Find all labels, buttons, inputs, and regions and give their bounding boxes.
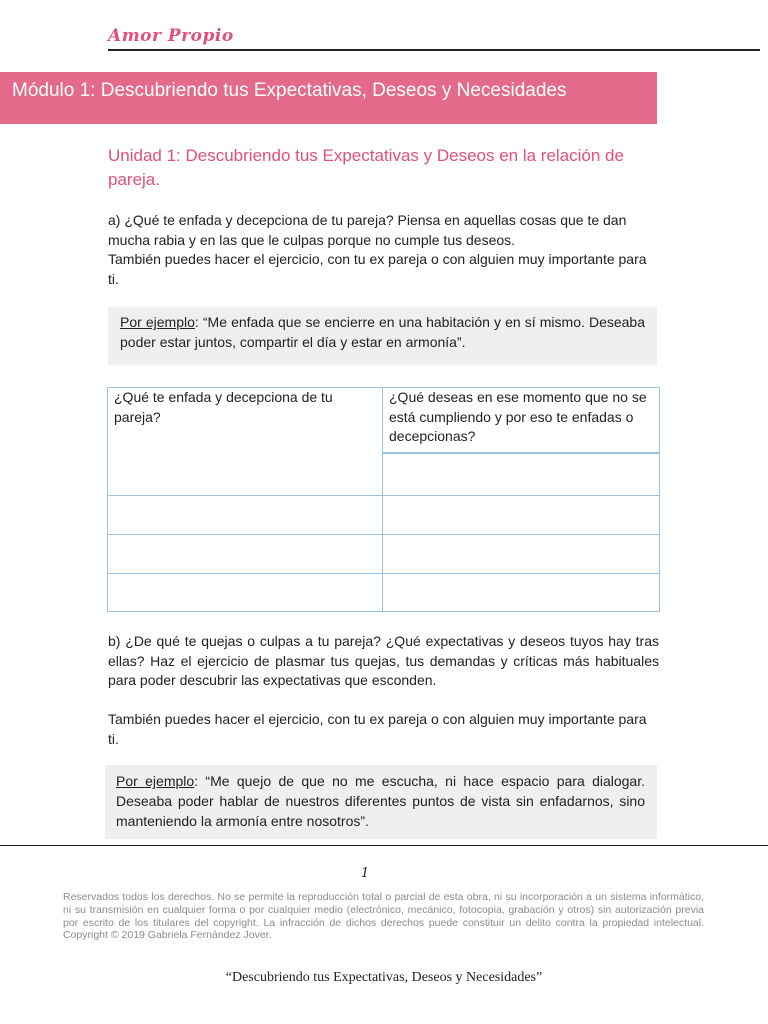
section-b-example-box <box>105 765 657 839</box>
table-answer-cell[interactable] <box>383 454 659 495</box>
section-b-note: También puedes hacer el ejercicio, con tu ex pareja o con alguien muy importante para ti. <box>108 711 647 747</box>
table-header-col1 <box>108 388 383 495</box>
table-header-col2-text: ¿Qué deseas en ese momento que no se está cumpliendo y por eso te enfadas o decepcionas? <box>389 389 647 444</box>
table-answer-cell[interactable] <box>383 573 659 611</box>
table-answer-cell[interactable] <box>383 495 659 534</box>
copyright-notice: Reservados todos los derechos. No se permite la reproducción total o parcial de esta obra, ni su incorporación a un sistema informático, ni su transmisión en cualquier forma o por cualquier medio (electrónico, mecánico, fotocopia, grabación y otros) sin autorización previa por escrito de los titulares del copyright. La infracción de dichos derechos puede constituir un delito contra la propiedad intelectual. Copyright © 2019 Gabriela Fernández Jover. <box>63 891 704 942</box>
section-b-example-text: : “Me quejo de que no me escucha, ni hace espacio para dialogar. Deseaba poder hablar de nuestros diferentes puntos de vista sin enfadarnos, sino manteniendo la armonía entre nosotros”. <box>116 773 646 829</box>
page-number: 1 <box>360 866 370 881</box>
table-answer-cell[interactable] <box>383 534 659 573</box>
unit-title: Unidad 1: Descubriendo tus Expectativas y Deseos en la relación de pareja. <box>108 146 624 189</box>
module-banner <box>0 72 657 124</box>
section-a-question: a) ¿Qué te enfada y decepciona de tu pareja? Piensa en aquellas cosas que te dan mucha rabia y en las que le culpas porque no cumple tus deseos. <box>108 212 627 248</box>
section-a-example-box <box>108 307 657 365</box>
header-divider <box>108 49 760 51</box>
brand-logo-text: Amor Propio <box>108 26 234 46</box>
footer-document-title: “Descubriendo tus Expectativas, Deseos y Necesidades” <box>225 970 543 985</box>
section-b-question: b) ¿De qué te quejas o culpas a tu pareja? ¿Qué expectativas y deseos tuyos hay tras ellas? Haz el ejercicio de plasmar tus quejas, tus demandas y críticas más habituales para poder descubrir las expectativas que esconden. <box>108 633 659 688</box>
table-header-col1-text: ¿Qué te enfada y decepciona de tu pareja? <box>114 389 333 425</box>
section-b-example-lead: Por ejemplo <box>116 773 195 789</box>
table-header-col2 <box>383 388 659 454</box>
exercise-table <box>107 387 660 612</box>
module-title: Módulo 1: Descubriendo tus Expectativas, Deseos y Necesidades <box>12 80 567 101</box>
table-answer-cell[interactable] <box>108 573 383 611</box>
table-answer-cell[interactable] <box>108 534 383 573</box>
footer-divider <box>0 845 768 846</box>
section-a-example-text: : “Me enfada que se encierre en una habitación y en sí mismo. Deseaba poder estar juntos, compartir el día y estar en armonía”. <box>120 314 645 350</box>
table-answer-cell[interactable] <box>108 495 383 534</box>
section-a-note: También puedes hacer el ejercicio, con tu ex pareja o con alguien muy importante para ti. <box>108 251 647 287</box>
section-a-example-lead: Por ejemplo <box>120 314 195 330</box>
